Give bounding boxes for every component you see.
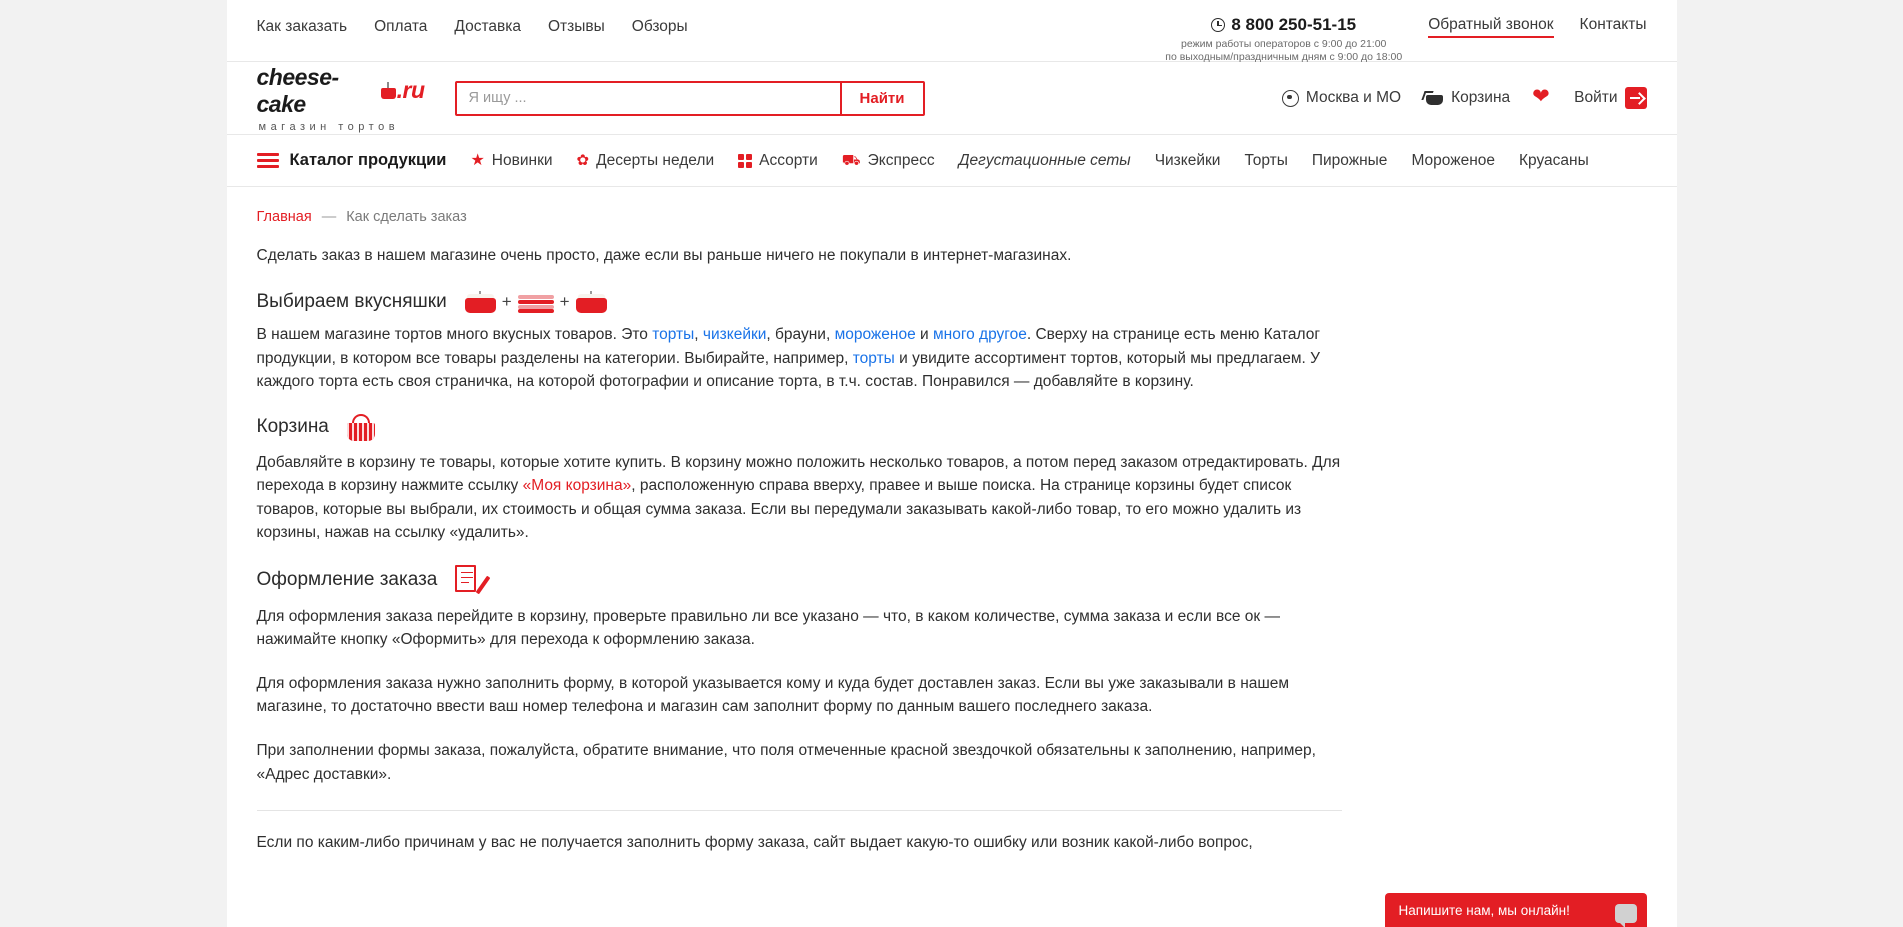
catnav-item-pastries[interactable] — [1312, 152, 1388, 170]
cake-icon — [465, 291, 496, 313]
text-run: , — [694, 326, 703, 343]
text-run: и — [915, 326, 933, 343]
breadcrumb-current: Как сделать заказ — [346, 209, 467, 225]
catnav-item-label: Круасаны — [1519, 151, 1589, 169]
cake-icon-2 — [576, 291, 607, 313]
catnav-item-label: Мороженое — [1411, 151, 1495, 169]
express-truck-icon: ⛟ — [841, 152, 861, 169]
section-title: Корзина — [256, 416, 329, 438]
catnav-item-express[interactable] — [842, 152, 935, 170]
catnav-item-desserts-of-week[interactable] — [577, 152, 715, 170]
link-cakes-2[interactable]: торты — [852, 349, 895, 367]
top-nav-item-delivery[interactable]: Доставка — [454, 18, 521, 35]
breadcrumb-home[interactable]: Главная — [256, 209, 312, 225]
text-run: В нашем магазине тортов много вкусных товаров. Это — [256, 326, 653, 343]
link-cheesecakes[interactable]: чизкейки — [702, 326, 767, 343]
top-nav-item-how-to-order[interactable]: Как заказать — [256, 18, 348, 35]
text-run: , брауни, — [766, 326, 835, 343]
link-my-basket[interactable]: «Моя корзина» — [522, 477, 632, 495]
logo-tld-text: .ru — [396, 77, 425, 103]
catalog-menu-button[interactable] — [257, 151, 447, 170]
search-input[interactable] — [457, 83, 840, 114]
text-run: . Сверху на странице есть меню Каталог продукции, в котором все товары разделены на категории. Выбирайте, например, — [256, 326, 1320, 367]
cart-button[interactable] — [1423, 89, 1510, 107]
paragraph-checkout-1: Для оформления заказа перейдите в корзину, проверьте правильно ли все указано — что, в каком количестве, сумма заказа и если все ок — нажимайте кнопку «Оформить» для перехода к оформлению заказа. — [256, 607, 1280, 649]
section-header-choose-treats — [257, 291, 1647, 313]
section-header-basket — [257, 414, 1647, 441]
catnav-item-label: Торты — [1244, 151, 1288, 169]
section-title: Оформление заказа — [256, 568, 438, 590]
link-much-more[interactable]: много другое — [932, 326, 1027, 343]
grid-icon — [738, 154, 752, 168]
login-button[interactable] — [1574, 87, 1646, 109]
catnav-item-ice-cream[interactable] — [1411, 152, 1495, 170]
login-label: Войти — [1574, 89, 1618, 106]
operator-hours — [1165, 38, 1402, 64]
catnav-item-croissants[interactable] — [1519, 152, 1589, 170]
catnav-item-label: Десерты недели — [596, 151, 715, 169]
paragraph-choose-treats — [257, 323, 1342, 394]
cart-icon — [1423, 91, 1444, 106]
main-content — [227, 187, 1677, 855]
cake-icon — [381, 82, 395, 99]
header-actions — [1282, 87, 1647, 109]
phone-block — [1165, 14, 1402, 65]
divider — [257, 810, 1342, 811]
logo-tagline: магазин тортов — [258, 120, 400, 133]
login-icon — [1625, 87, 1647, 109]
search-bar — [455, 81, 925, 116]
category-nav — [227, 135, 1677, 187]
logo[interactable] — [257, 64, 425, 133]
catnav-item-cheesecakes[interactable] — [1155, 152, 1221, 170]
paragraph-basket — [257, 451, 1342, 545]
catnav-item-label: Новинки — [491, 151, 553, 169]
catnav-item-cakes[interactable] — [1244, 152, 1287, 170]
cakes-row-icon — [465, 291, 607, 313]
clock-icon — [1211, 18, 1225, 32]
top-nav-item-reviews[interactable]: Отзывы — [548, 18, 605, 35]
heart-icon: ❤ — [1532, 85, 1550, 108]
city-selector[interactable] — [1282, 89, 1401, 107]
top-bar-right — [1165, 14, 1646, 65]
page-intro-text: Сделать заказ в нашем магазине очень просто, даже если вы раньше ничего не покупали в интернет-магазинах. — [256, 247, 1072, 264]
layer-cake-icon — [518, 291, 554, 313]
section-title: Выбираем вкусняшки — [256, 291, 447, 312]
order-form-icon — [455, 565, 485, 595]
paragraph-checkout-3: При заполнении формы заказа, пожалуйста, обратите внимание, что поля отмеченные красной звездочкой обязательны к заполнению, например, «Адрес доставки». — [256, 742, 1316, 783]
catnav-item-label: Ассорти — [759, 151, 818, 169]
phone-number-row[interactable] — [1165, 14, 1402, 35]
breadcrumb-separator: — — [321, 209, 337, 225]
catnav-item-label: Экспресс — [867, 151, 935, 169]
callback-button[interactable]: Обратный звонок — [1428, 16, 1553, 38]
chat-widget[interactable] — [1385, 893, 1647, 927]
catnav-item-tasting-sets[interactable] — [959, 152, 1131, 170]
plus-sign: + — [501, 292, 512, 311]
link-ice-cream[interactable]: мороженое — [834, 326, 916, 343]
favorites-button[interactable] — [1532, 85, 1552, 108]
chat-bubble-icon — [1615, 904, 1637, 923]
catnav-item-assorted[interactable] — [738, 152, 818, 170]
logo-wordmark — [257, 64, 425, 118]
top-nav — [257, 14, 688, 36]
site-header — [227, 62, 1677, 135]
section-header-checkout — [257, 565, 1647, 595]
text-run: и увидите ассортимент тортов, который мы предлагаем. У каждого торта есть своя страничка, на которой фотографии и описание торта, в т.ч. состав. Понравился — добавляйте в корзину. — [256, 349, 1320, 391]
paragraph-help: Если по каким-либо причинам у вас не получается заполнить форму заказа, сайт выдает какую-то ошибку или возник какой-либо вопрос, — [256, 834, 1253, 852]
contacts-link[interactable]: Контакты — [1579, 16, 1647, 33]
catnav-item-label: Дегустационные сеты — [958, 151, 1131, 169]
city-label: Москва и МО — [1305, 89, 1402, 106]
text-run: Добавляйте в корзину те товары, которые хотите купить. В корзину можно положить несколько товаров, а потом перед заказом отредактировать. Для перехода в корзину нажмите ссылку — [256, 453, 1341, 495]
chat-widget-label: Напишите нам, мы онлайн! — [1398, 902, 1570, 918]
hours-weekday: режим работы операторов с 9:00 до 21:00 — [1181, 38, 1387, 51]
phone-number[interactable]: 8 800 250-51-15 — [1231, 15, 1357, 34]
plus-sign: + — [559, 292, 570, 311]
search-button[interactable]: Найти — [840, 83, 923, 114]
catalog-label: Каталог продукции — [289, 151, 447, 169]
basket-icon — [347, 414, 375, 441]
text-run: , расположенную справа вверху, правее и выше поиска. На странице корзины будет список товаров, которые вы выбрали, их стоимость и общая сумма заказа. Если вы передумали заказывать какой-либо товар, то его можно удалить из корзины, нажав на ссылку «удалить». — [256, 477, 1302, 542]
link-cakes[interactable]: торты — [652, 326, 695, 343]
top-utility-bar — [227, 0, 1677, 62]
star-icon: ★ — [470, 151, 485, 169]
catnav-item-novelties[interactable] — [470, 152, 552, 170]
cart-label: Корзина — [1451, 89, 1511, 106]
page-container — [227, 0, 1677, 927]
top-nav-item-overviews[interactable]: Обзоры — [631, 18, 688, 35]
paragraph-checkout-2: Для оформления заказа нужно заполнить форму, в которой указывается кому и куда будет доставлен заказ. Если вы уже заказывали в нашем магазине, то достаточно ввести ваш номер телефона и магазин сам заполнит форму по данным вашего последнего заказа. — [256, 674, 1290, 716]
hamburger-icon — [257, 153, 279, 168]
catnav-item-label: Пирожные — [1311, 151, 1388, 169]
breadcrumb — [257, 209, 1647, 225]
catnav-item-label: Чизкейки — [1154, 151, 1221, 169]
location-pin-icon — [1282, 90, 1299, 107]
logo-main-text: cheese-cake — [256, 63, 339, 117]
cupcake-icon: ✿ — [576, 152, 590, 169]
top-nav-item-payment[interactable]: Оплата — [374, 18, 428, 35]
hours-weekend: по выходным/праздничным дням с 9:00 до 18:00 — [1165, 51, 1403, 64]
